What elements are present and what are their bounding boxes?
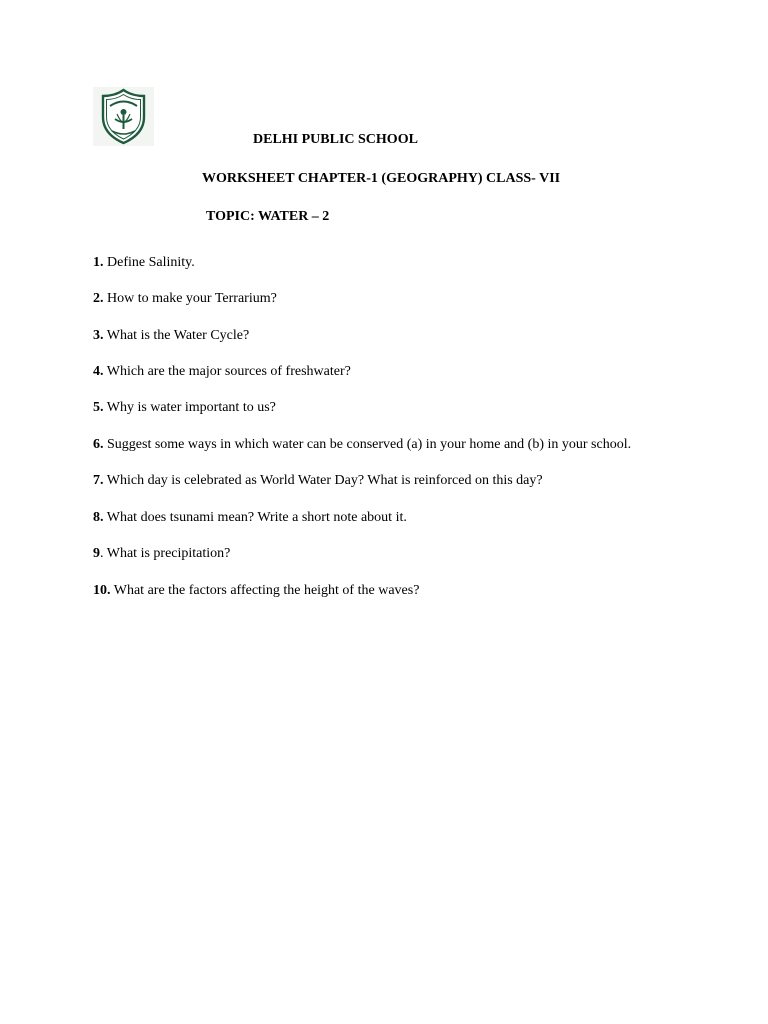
question-item bbox=[93, 546, 230, 562]
question-text: What does tsunami mean? Write a short note about it. bbox=[103, 510, 407, 525]
question-item bbox=[93, 291, 277, 307]
question-text: Why is water important to us? bbox=[103, 400, 276, 415]
question-item bbox=[93, 473, 543, 489]
question-number: 2. bbox=[93, 291, 104, 306]
question-item bbox=[93, 400, 276, 416]
question-number: 4. bbox=[93, 364, 104, 379]
question-text: . What is precipitation? bbox=[100, 546, 231, 561]
question-number: 5. bbox=[93, 400, 104, 415]
question-text: Which day is celebrated as World Water Day? What is reinforced on this day? bbox=[103, 473, 543, 488]
question-number: 8. bbox=[93, 510, 104, 525]
question-text: Suggest some ways in which water can be conserved (a) in your home and (b) in your school. bbox=[103, 437, 632, 452]
topic-title: TOPIC: WATER – 2 bbox=[206, 209, 330, 224]
worksheet-title: WORKSHEET CHAPTER-1 (GEOGRAPHY) CLASS- VII bbox=[202, 171, 561, 186]
question-text: Define Salinity. bbox=[103, 255, 195, 270]
question-number: 6. bbox=[93, 437, 104, 452]
question-number: 3. bbox=[93, 328, 104, 343]
school-name: DELHI PUBLIC SCHOOL bbox=[253, 132, 418, 147]
question-number: 1. bbox=[93, 255, 104, 270]
question-text: What is the Water Cycle? bbox=[103, 328, 250, 343]
question-item bbox=[93, 510, 407, 526]
question-item bbox=[93, 364, 351, 380]
question-number: 9 bbox=[93, 546, 100, 561]
question-text: What are the factors affecting the height of the waves? bbox=[110, 583, 420, 598]
school-logo bbox=[93, 87, 154, 146]
school-crest-icon bbox=[93, 87, 154, 146]
question-text: Which are the major sources of freshwater? bbox=[103, 364, 351, 379]
question-item bbox=[93, 255, 195, 271]
question-item bbox=[93, 328, 249, 344]
question-number: 7. bbox=[93, 473, 104, 488]
question-number: 10. bbox=[93, 583, 111, 598]
question-item bbox=[93, 437, 631, 453]
question-item bbox=[93, 583, 419, 599]
question-text: How to make your Terrarium? bbox=[103, 291, 277, 306]
